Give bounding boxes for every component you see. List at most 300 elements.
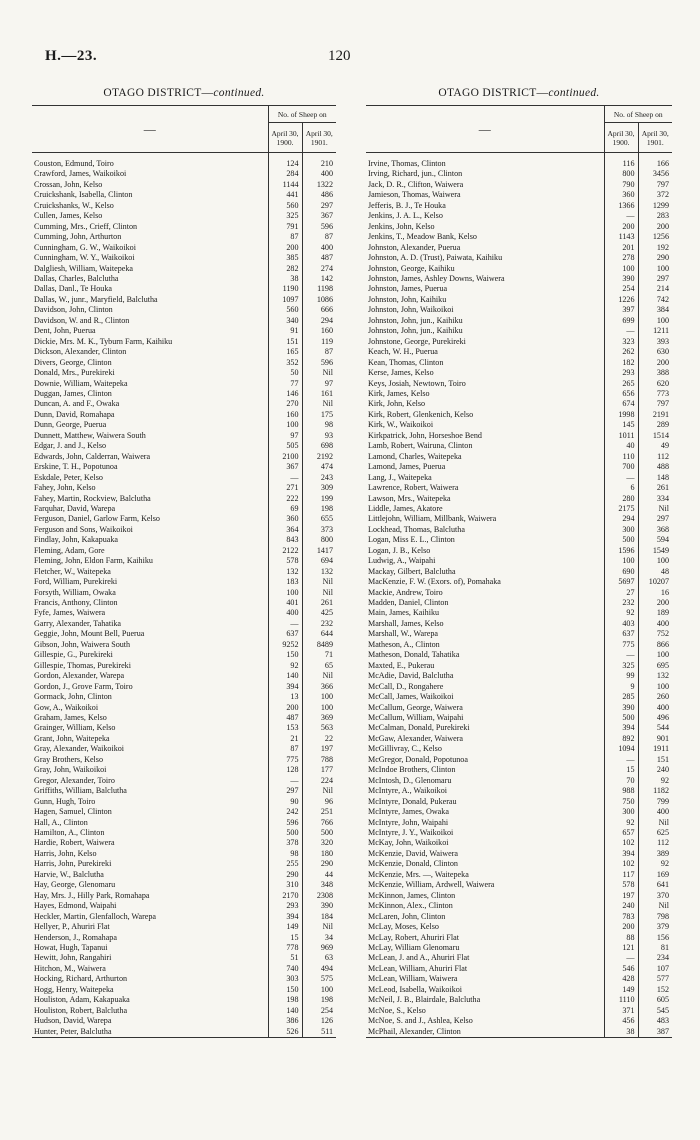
- owner-name: Gormack, John, Clinton: [34, 692, 112, 702]
- sheep-1901: 575: [302, 974, 336, 984]
- sheep-1901: 500: [302, 828, 336, 838]
- sheep-1900: 400: [268, 608, 302, 618]
- sheep-1901: 372: [638, 190, 672, 200]
- owner-name: McIntyre, Donald, Pukerau: [368, 796, 457, 806]
- sheep-1901: 400: [638, 619, 672, 629]
- owner-name: Gray, Alexander, Waikoikoi: [34, 744, 125, 754]
- table-row: [366, 744, 672, 754]
- table-row: [366, 264, 672, 274]
- table-row: [32, 525, 336, 535]
- table-row: [32, 807, 336, 817]
- sheep-1900: 2170: [268, 891, 302, 901]
- owner-name: Kirk, James, Kelso: [368, 388, 430, 398]
- owner-name: Graham, James, Kelso: [34, 713, 107, 723]
- sheep-1900: 280: [604, 494, 638, 504]
- owner-name: Hellyer, P., Ahuriri Flat: [34, 922, 110, 932]
- table-row: [32, 870, 336, 880]
- sheep-1900: 656: [604, 389, 638, 399]
- sheep-1900: 265: [604, 379, 638, 389]
- sheep-1900: 117: [604, 870, 638, 880]
- sheep-1901: 92: [638, 776, 672, 786]
- sheep-1901: 100: [638, 316, 672, 326]
- sheep-1901: 577: [638, 974, 672, 984]
- sheep-1901: 695: [638, 661, 672, 671]
- sheep-1901: 81: [638, 943, 672, 953]
- table-row: [366, 316, 672, 326]
- sheep-1901: 22: [302, 734, 336, 744]
- sheep-1900: 77: [268, 379, 302, 389]
- sheep-1900: 657: [604, 828, 638, 838]
- sheep-1901: 488: [638, 462, 672, 472]
- sheep-1901: 44: [302, 870, 336, 880]
- owner-name: Gillespie, G., Purekireki: [34, 650, 113, 660]
- sheep-1900: 27: [604, 588, 638, 598]
- owner-name: Hay, George, Glenomaru: [34, 880, 116, 890]
- sheep-1900: 285: [604, 692, 638, 702]
- table-row: [32, 494, 336, 504]
- sheep-1900: 2122: [268, 546, 302, 556]
- owner-name: Heckler, Martin, Glenfalloch, Warepa: [34, 911, 157, 921]
- table-row: [366, 755, 672, 765]
- owner-name: McLeod, Isabella, Waikoikoi: [368, 984, 463, 994]
- sheep-1900: —: [604, 326, 638, 336]
- sheep-1901: 100: [638, 556, 672, 566]
- sheep-1901: 320: [302, 838, 336, 848]
- sheep-1900: 1144: [268, 180, 302, 190]
- sheep-1900: 294: [604, 514, 638, 524]
- sheep-1901: 290: [638, 253, 672, 263]
- table-row: [366, 462, 672, 472]
- sheep-1900: 150: [268, 985, 302, 995]
- owner-name: Ferguson and Sons, Waikoikoi: [34, 524, 133, 534]
- sheep-1901: 198: [302, 504, 336, 514]
- sheep-1901: 166: [638, 153, 672, 170]
- sheep-1901: 197: [302, 744, 336, 754]
- table-row: [366, 901, 672, 911]
- sheep-1901: 655: [302, 514, 336, 524]
- owner-name: McIntosh, D., Glenomaru: [368, 775, 452, 785]
- sheep-1900: 70: [604, 776, 638, 786]
- sheep-1900: 578: [268, 556, 302, 566]
- table-row: [366, 598, 672, 608]
- table-row: [32, 211, 336, 221]
- owner-name: Jenkins, John, Kelso: [368, 221, 435, 231]
- sheep-1901: 630: [638, 347, 672, 357]
- table-row: [366, 995, 672, 1005]
- sheep-1900: 325: [268, 211, 302, 221]
- sheep-1901: 65: [302, 661, 336, 671]
- owner-name: Jenkins, T., Meadow Bank, Kelso: [368, 232, 477, 242]
- table-row: [32, 274, 336, 284]
- sheep-1901: 93: [302, 431, 336, 441]
- owner-name: Gray Brothers, Kelso: [34, 754, 104, 764]
- sheep-1900: 500: [604, 713, 638, 723]
- table-row: [32, 420, 336, 430]
- table-row: [366, 650, 672, 660]
- sheep-1900: 99: [604, 671, 638, 681]
- sheep-1901: 151: [638, 755, 672, 765]
- owner-name: Dallas, W., junr., Maryfield, Balclutha: [34, 294, 158, 304]
- table-row: [32, 264, 336, 274]
- owner-name: Ford, William, Purekireki: [34, 577, 118, 587]
- sheep-1901: 48: [638, 567, 672, 577]
- sheep-1901: 1086: [302, 295, 336, 305]
- right-title-continued: continued.: [548, 87, 600, 99]
- owner-name: McIndoe Brothers, Clinton: [368, 765, 456, 775]
- table-row: [32, 535, 336, 545]
- sheep-1900: 240: [604, 901, 638, 911]
- owner-name: Marshall, W., Warepa: [368, 629, 439, 639]
- table-row: [366, 326, 672, 336]
- page-number: 120: [328, 48, 351, 64]
- sheep-1901: 367: [302, 211, 336, 221]
- sheep-1901: Nil: [302, 577, 336, 587]
- sheep-1900: 121: [604, 943, 638, 953]
- sheep-1901: 297: [638, 514, 672, 524]
- table-row: [32, 243, 336, 253]
- right-column: [366, 87, 672, 1038]
- sheep-1900: 270: [268, 399, 302, 409]
- owner-name: Jefferis, B. J., Te Houka: [368, 200, 446, 210]
- table-row: [32, 849, 336, 859]
- table-row: [32, 608, 336, 618]
- table-row: [366, 305, 672, 315]
- owner-name: Duggan, James, Clinton: [34, 388, 112, 398]
- table-row: [366, 985, 672, 995]
- table-row: [32, 410, 336, 420]
- owner-name: McLay, Robert, Ahuriri Flat: [368, 932, 459, 942]
- sheep-1900: 700: [604, 462, 638, 472]
- sheep-1901: 92: [638, 859, 672, 869]
- sheep-1900: 505: [268, 441, 302, 451]
- sheep-1900: 360: [268, 514, 302, 524]
- owner-name: Kirkpatrick, John, Horseshoe Bend: [368, 430, 482, 440]
- sheep-1901: 112: [638, 452, 672, 462]
- table-row: [366, 431, 672, 441]
- owner-name: Johnston, George, Kaihiku: [368, 263, 455, 273]
- sheep-1900: 892: [604, 734, 638, 744]
- owner-name: Dallas, Charles, Balclutha: [34, 273, 119, 283]
- sheep-1900: 15: [604, 765, 638, 775]
- table-row: [32, 546, 336, 556]
- owner-name: Francis, Anthony, Clinton: [34, 598, 118, 608]
- owner-name: Hocking, Richard, Arthurton: [34, 974, 128, 984]
- sheep-1900: 578: [604, 880, 638, 890]
- owner-name: Kirk, W., Waikoikoi: [368, 420, 434, 430]
- table-row: [366, 922, 672, 932]
- sheep-1900: 790: [604, 180, 638, 190]
- sheep-1900: 352: [268, 358, 302, 368]
- sheep-1901: 63: [302, 953, 336, 963]
- sheep-1900: 323: [604, 337, 638, 347]
- sheep-1900: 775: [604, 640, 638, 650]
- table-row: [366, 629, 672, 639]
- sheep-1900: 200: [604, 922, 638, 932]
- sheep-1901: 1198: [302, 284, 336, 294]
- sheep-1900: 145: [604, 420, 638, 430]
- table-row: [366, 441, 672, 451]
- sheep-1901: 373: [302, 525, 336, 535]
- owner-name: Johnston, John, Kaihiku: [368, 294, 447, 304]
- sheep-1901: 544: [638, 723, 672, 733]
- sheep-1901: 1322: [302, 180, 336, 190]
- owner-name: Dunn, David, Romahapa: [34, 409, 115, 419]
- table-row: [366, 494, 672, 504]
- owner-name: Dickson, Alexander, Clinton: [34, 347, 127, 357]
- sheep-1900: 1097: [268, 295, 302, 305]
- owner-name: McKinnon, James, Clinton: [368, 890, 456, 900]
- sheep-1900: 9252: [268, 640, 302, 650]
- sheep-1901: 232: [302, 619, 336, 629]
- owner-name: Gibson, John, Waiwera South: [34, 639, 131, 649]
- owner-name: Kean, Thomas, Clinton: [368, 357, 444, 367]
- sheep-1901: 152: [638, 985, 672, 995]
- table-row: [366, 420, 672, 430]
- sheep-1901: 100: [302, 703, 336, 713]
- table-row: [32, 953, 336, 963]
- owner-name: McKenzie, William, Ardwell, Waiwera: [368, 880, 495, 890]
- sheep-1901: Nil: [302, 368, 336, 378]
- table-row: [366, 295, 672, 305]
- table-row: [32, 985, 336, 995]
- owner-name: Dunnett, Matthew, Waiwera South: [34, 430, 146, 440]
- owner-name: Logan, J. B., Kelso: [368, 545, 431, 555]
- table-row: [32, 284, 336, 294]
- sheep-1901: 334: [638, 494, 672, 504]
- owner-name: Fletcher, W., Waitepeka: [34, 566, 111, 576]
- sheep-1901: 156: [638, 933, 672, 943]
- table-row: [366, 243, 672, 253]
- sheep-1900: 124: [268, 153, 302, 170]
- sheep-1901: 251: [302, 807, 336, 817]
- sheep-1900: 149: [604, 985, 638, 995]
- table-row: [366, 399, 672, 409]
- table-row: [32, 619, 336, 629]
- left-col1-header: April 30, 1900.: [268, 123, 302, 153]
- table-row: [366, 912, 672, 922]
- table-row: [366, 222, 672, 232]
- table-row: [32, 462, 336, 472]
- sheep-1901: 400: [638, 807, 672, 817]
- right-rows: [366, 153, 672, 1038]
- sheep-1900: —: [268, 473, 302, 483]
- right-name-header: —: [366, 106, 604, 153]
- owner-name: McLay, William Glenomaru: [368, 942, 460, 952]
- sheep-1900: 783: [604, 912, 638, 922]
- table-row: [32, 232, 336, 242]
- sheep-1901: 175: [302, 410, 336, 420]
- sheep-1900: 87: [268, 744, 302, 754]
- sheep-1900: 232: [604, 598, 638, 608]
- table-row: [32, 671, 336, 681]
- owner-name: Gordon, J., Grove Farm, Toiro: [34, 681, 133, 691]
- owner-name: Jack, D. R., Clifton, Waiwera: [368, 179, 464, 189]
- sheep-1901: 87: [302, 347, 336, 357]
- right-sheep-table: [366, 105, 672, 1038]
- sheep-1901: 901: [638, 734, 672, 744]
- owner-name: Davidson, John, Clinton: [34, 305, 113, 315]
- sheep-1900: 1143: [604, 232, 638, 242]
- sheep-1901: 71: [302, 650, 336, 660]
- sheep-1900: 394: [268, 912, 302, 922]
- table-row: [366, 713, 672, 723]
- sheep-1901: 400: [302, 243, 336, 253]
- owner-name: McCall, James, Waikoikoi: [368, 692, 454, 702]
- sheep-1900: 441: [268, 190, 302, 200]
- sheep-1900: 284: [268, 169, 302, 179]
- sheep-1900: 69: [268, 504, 302, 514]
- sheep-1900: 546: [604, 964, 638, 974]
- owner-name: McCallum, William, Waipahi: [368, 713, 464, 723]
- owner-name: Littlejohn, William, Millbank, Waiwera: [368, 514, 497, 524]
- table-row: [32, 504, 336, 514]
- sheep-1901: 384: [638, 305, 672, 315]
- sheep-1901: 644: [302, 629, 336, 639]
- sheep-1900: 98: [268, 849, 302, 859]
- sheep-1900: 403: [604, 619, 638, 629]
- sheep-1900: 293: [604, 368, 638, 378]
- table-row: [32, 153, 336, 170]
- table-row: [32, 640, 336, 650]
- sheep-1900: 988: [604, 786, 638, 796]
- sheep-1900: 740: [268, 964, 302, 974]
- sheep-1901: 369: [302, 713, 336, 723]
- sheep-1900: 92: [604, 818, 638, 828]
- sheep-1900: 255: [268, 859, 302, 869]
- owner-name: Farquhar, David, Warepa: [34, 503, 116, 513]
- table-row: [366, 379, 672, 389]
- sheep-1901: 370: [638, 891, 672, 901]
- owner-name: Keys, Josiah, Newtown, Toiro: [368, 378, 466, 388]
- owner-name: Couston, Edmund, Toiro: [34, 159, 114, 168]
- page-reference: H.—23.: [45, 48, 98, 64]
- sheep-1901: 261: [638, 483, 672, 493]
- table-row: [32, 818, 336, 828]
- owner-name: Johnston, John, jun., Kaihiku: [368, 315, 463, 325]
- table-row: [366, 337, 672, 347]
- owner-name: Cumming, Mrs., Crieff, Clinton: [34, 221, 138, 231]
- sheep-1901: 1911: [638, 744, 672, 754]
- owner-name: McIntyre, J. Y., Waikoikoi: [368, 828, 454, 837]
- owner-name: Hogg, Henry, Waitepeka: [34, 984, 114, 994]
- sheep-1901: 274: [302, 264, 336, 274]
- owner-name: McNoe, S. and J., Ashlea, Kelso: [368, 1016, 473, 1026]
- table-row: [32, 713, 336, 723]
- table-row: [366, 974, 672, 984]
- table-row: [32, 399, 336, 409]
- sheep-1901: 393: [638, 337, 672, 347]
- owner-name: Cruickshanks, W., Kelso: [34, 200, 114, 210]
- table-row: [366, 452, 672, 462]
- table-row: [32, 650, 336, 660]
- sheep-1901: 1211: [638, 326, 672, 336]
- table-row: [366, 201, 672, 211]
- sheep-1900: 300: [604, 525, 638, 535]
- table-row: [366, 933, 672, 943]
- sheep-1900: 300: [604, 807, 638, 817]
- owner-name: Divers, George, Clinton: [34, 357, 112, 367]
- owner-name: McCall, D., Rongahere: [368, 681, 444, 691]
- sheep-1901: 200: [638, 598, 672, 608]
- sheep-1900: 15: [268, 933, 302, 943]
- left-name-header: —: [32, 106, 268, 153]
- owner-name: Cumming, John, Arthurton: [34, 232, 122, 242]
- owner-name: Marshall, James, Kelso: [368, 618, 444, 628]
- sheep-1900: 394: [268, 682, 302, 692]
- sheep-1901: 563: [302, 723, 336, 733]
- sheep-1900: 146: [268, 389, 302, 399]
- table-row: [32, 305, 336, 315]
- table-row: [32, 755, 336, 765]
- sheep-1901: 366: [302, 682, 336, 692]
- sheep-1901: 49: [638, 441, 672, 451]
- owner-name: Fyfe, James, Waiwera: [34, 608, 106, 618]
- sheep-1900: 197: [604, 891, 638, 901]
- right-col2-header: April 30, 1901.: [638, 123, 672, 153]
- sheep-1901: 3456: [638, 169, 672, 179]
- sheep-1900: 100: [604, 556, 638, 566]
- owner-name: Fahey, Martin, Rockview, Balclutha: [34, 493, 151, 503]
- table-row: [32, 295, 336, 305]
- sheep-1900: 526: [268, 1027, 302, 1038]
- sheep-1900: 50: [268, 368, 302, 378]
- table-row: [366, 410, 672, 420]
- table-row: [32, 201, 336, 211]
- sheep-1900: 140: [268, 671, 302, 681]
- table-row: [366, 1006, 672, 1016]
- owner-name: Johnstone, George, Purekireki: [368, 336, 466, 346]
- left-col2-header: April 30, 1901.: [302, 123, 336, 153]
- sheep-1900: 637: [268, 629, 302, 639]
- sheep-1900: 160: [268, 410, 302, 420]
- table-row: [32, 337, 336, 347]
- sheep-1900: 1596: [604, 546, 638, 556]
- table-row: [32, 389, 336, 399]
- sheep-1901: 596: [302, 222, 336, 232]
- owner-name: Edgar, J. and J., Kelso: [34, 441, 107, 451]
- table-row: [366, 473, 672, 483]
- owner-name: Fleming, Adam, Gore: [34, 545, 105, 555]
- table-row: [32, 358, 336, 368]
- owner-name: Donald, Mrs., Purekireki: [34, 368, 115, 378]
- table-row: [32, 379, 336, 389]
- sheep-1901: 184: [302, 912, 336, 922]
- table-row: [366, 274, 672, 284]
- sheep-1900: 116: [604, 153, 638, 170]
- sheep-1901: 388: [638, 368, 672, 378]
- sheep-1901: 483: [638, 1016, 672, 1026]
- owner-name: Mackie, Andrew, Toiro: [368, 587, 443, 597]
- table-row: [366, 347, 672, 357]
- owner-name: Crawford, James, Waikoikoi: [34, 169, 127, 179]
- table-row: [32, 891, 336, 901]
- owner-name: McKenzie, Mrs. —, Waitepeka: [368, 869, 469, 879]
- sheep-1900: 182: [604, 358, 638, 368]
- sheep-1900: 390: [604, 274, 638, 284]
- owner-name: Henderson, J., Romahapa: [34, 932, 117, 942]
- sheep-1900: 775: [268, 755, 302, 765]
- sheep-1900: 397: [604, 305, 638, 315]
- sheep-1900: 102: [604, 859, 638, 869]
- sheep-1900: 293: [268, 901, 302, 911]
- table-row: [32, 974, 336, 984]
- sheep-1901: Nil: [638, 818, 672, 828]
- owner-name: Maxted, E., Pukerau: [368, 660, 435, 670]
- table-row: [32, 629, 336, 639]
- sheep-1900: —: [604, 650, 638, 660]
- sheep-1901: 766: [302, 818, 336, 828]
- table-row: [366, 880, 672, 890]
